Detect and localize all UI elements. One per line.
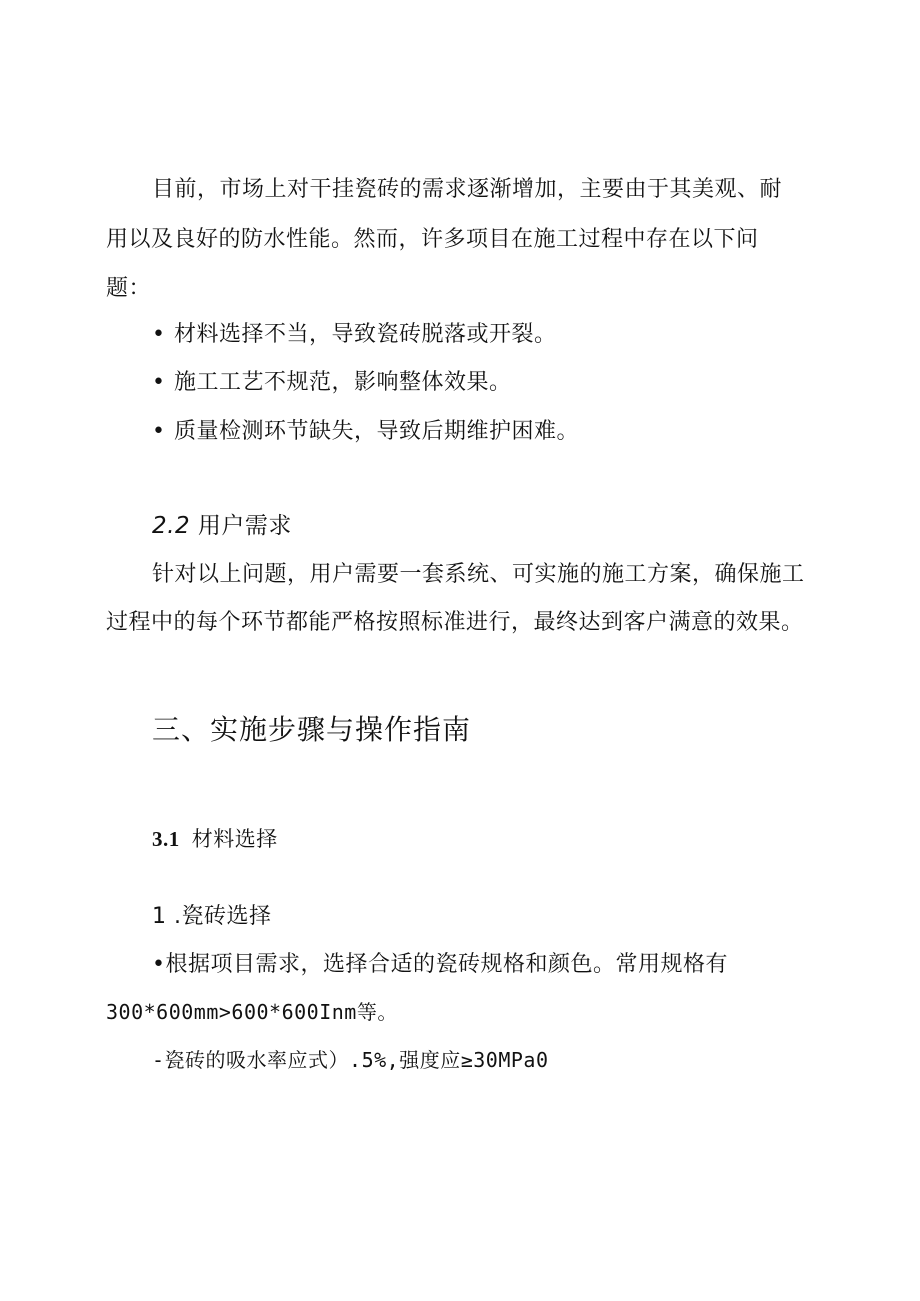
paragraph-line: -瓷砖的吸水率应式）.5%,强度应≥30MPa0 xyxy=(152,1048,549,1072)
section-number: 2.2 xyxy=(152,513,191,539)
list-item xyxy=(152,320,557,350)
paragraph-line: 过程中的每个环节都能严格按照标准进行，最终达到客户满意的效果。 xyxy=(106,610,804,635)
paragraph-line: •根据项目需求，选择合适的瓷砖规格和颜色。常用规格有 xyxy=(152,952,728,977)
bullet-icon: • xyxy=(152,370,166,395)
paragraph-line: 针对以上问题，用户需要一套系统、可实施的施工方案，确保施工 xyxy=(152,562,805,587)
list-item-text: 施工工艺不规范，影响整体效果。 xyxy=(174,370,512,395)
list-item xyxy=(152,368,512,398)
section-title: 用户需求 xyxy=(197,513,292,539)
item-heading: 1 .瓷砖选择 xyxy=(152,904,272,929)
section-heading xyxy=(152,511,292,541)
section-title: 材料选择 xyxy=(191,827,278,851)
bullet-icon: • xyxy=(152,322,166,347)
paragraph-line: 300*600mm>600*600Inm等。 xyxy=(106,1000,398,1024)
paragraph-line: 用以及良好的防水性能。然而，许多项目在施工过程中存在以下问 xyxy=(106,227,759,252)
paragraph-line: 目前，市场上对干挂瓷砖的需求逐渐增加，主要由于其美观、耐 xyxy=(152,177,783,202)
list-item-text: 质量检测环节缺失，导致后期维护困难。 xyxy=(174,419,580,444)
paragraph-line: 题： xyxy=(106,276,152,301)
list-item-text: 材料选择不当，导致瓷砖脱落或开裂。 xyxy=(174,322,557,347)
section-heading xyxy=(152,824,278,854)
list-item xyxy=(152,417,579,447)
section-number: 3.1 xyxy=(152,827,180,851)
chapter-heading: 三、实施步骤与操作指南 xyxy=(152,713,472,746)
bullet-icon: • xyxy=(152,419,166,444)
